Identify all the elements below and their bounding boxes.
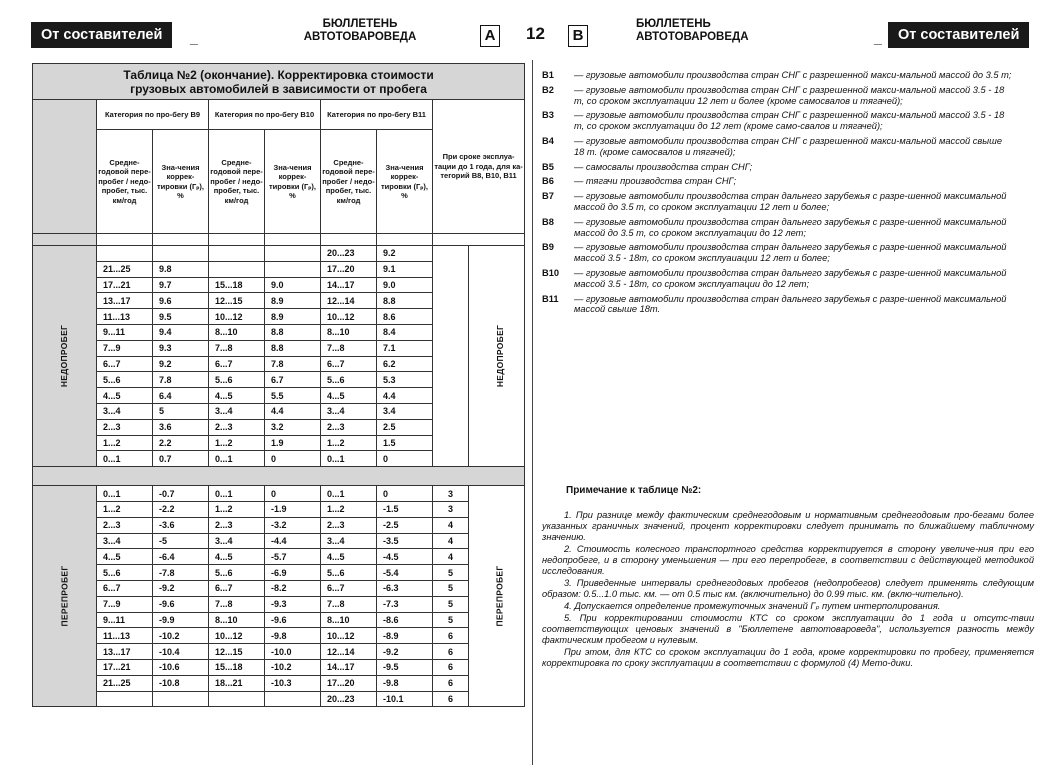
- definition-code: B2: [542, 84, 554, 95]
- table-cell: -10.3: [265, 675, 321, 691]
- section-divider: [33, 467, 525, 486]
- underrun-row: [33, 246, 525, 262]
- header-right-title-line2: АВТОТОВАРОВЕДА: [636, 31, 749, 43]
- definition-text: — грузовые автомобили производства стран дальнего зарубежья с разре-шенной максимальной массой до 3.5 т, со сроком эксплуатации до 12 лет;: [574, 216, 1007, 238]
- page-number: 12: [526, 24, 545, 43]
- table-cell: -9.8: [265, 628, 321, 644]
- table-cell: [209, 261, 265, 277]
- overrun-row: [33, 644, 525, 660]
- table-cell: 7...8: [321, 340, 377, 356]
- table-cell: -6.4: [153, 549, 209, 565]
- table-cell: -3.5: [377, 533, 433, 549]
- table-cell: -10.2: [265, 659, 321, 675]
- overrun-side-text-right: ПЕРЕПРОБЕГ: [494, 565, 505, 627]
- definition-item: [542, 242, 1012, 264]
- first-year-cell: 6: [433, 691, 469, 707]
- table-cell: 5...6: [209, 565, 265, 581]
- table-cell: 7...8: [321, 596, 377, 612]
- table-cell: 18...21: [209, 675, 265, 691]
- divider-cell: [33, 467, 525, 486]
- definition-code: B11: [542, 293, 559, 304]
- table-cell: 4...5: [321, 549, 377, 565]
- table-cell: 8...10: [321, 612, 377, 628]
- table-cell: 17...21: [97, 277, 153, 293]
- definition-item: [542, 136, 1012, 158]
- first-year-cell: 6: [433, 675, 469, 691]
- table-cell: 10...12: [321, 309, 377, 325]
- table-cell: 5...6: [321, 372, 377, 388]
- table-cell: [97, 234, 153, 246]
- table-cell: [209, 691, 265, 707]
- table-cell: -0.7: [153, 486, 209, 502]
- table-cell: 14...17: [321, 277, 377, 293]
- definition-code: B4: [542, 135, 554, 146]
- table-cell: 20...23: [321, 246, 377, 262]
- category-b10-header: Категория по про-бегу B10: [209, 100, 321, 130]
- b11-mileage-header: Средне-годовой пере-пробег / недо-пробег, тыс. км/год: [321, 130, 377, 234]
- table-cell: 12...15: [209, 293, 265, 309]
- table-cell: -3.6: [153, 517, 209, 533]
- table-cell: -9.8: [377, 675, 433, 691]
- table-cell: 2...3: [209, 517, 265, 533]
- table-cell: -9.6: [153, 596, 209, 612]
- b11-coef-header: Зна-чения коррек-тировки (Гₚ), %: [377, 130, 433, 234]
- definition-text: — грузовые автомобили производства стран дальнего зарубежья с разре-шенной максимальной массой 3.5 - 18т, со сроком эксплуаиации 12 лет и более;: [574, 242, 1007, 264]
- category-definitions: [542, 70, 1012, 319]
- definition-item: [542, 110, 1012, 132]
- mileage-correction-table: [32, 63, 525, 707]
- table-cell: [265, 234, 321, 246]
- column-divider: [532, 60, 533, 765]
- underrun-side-text-right: НЕДОПРОБЕГ: [495, 324, 506, 388]
- table-cell: 9.3: [153, 340, 209, 356]
- table-cell: 9.2: [153, 356, 209, 372]
- category-b9-header: Категория по про-бегу B9: [97, 100, 209, 130]
- table-cell: 17...20: [321, 675, 377, 691]
- table-cell: 6...7: [321, 580, 377, 596]
- table-cell: 2...3: [97, 419, 153, 435]
- table-cell: -10.0: [265, 644, 321, 660]
- table-cell: 7...9: [97, 596, 153, 612]
- table-cell: 0...1: [97, 486, 153, 502]
- table-cell: 9.7: [153, 277, 209, 293]
- first-year-cell: 5: [433, 565, 469, 581]
- table-cell: [209, 246, 265, 262]
- overrun-side-text: ПЕРЕПРОБЕГ: [59, 565, 70, 627]
- table-caption-line1: Таблица №2 (окончание). Корректировка стоимости: [123, 67, 434, 82]
- overrun-row: [33, 533, 525, 549]
- overrun-side-label: [33, 486, 97, 707]
- table-cell: 13...17: [97, 644, 153, 660]
- table-cell: 8.9: [265, 293, 321, 309]
- table-cell: 6.2: [377, 356, 433, 372]
- table-cell: 4...5: [321, 388, 377, 404]
- table-cell: 4.4: [265, 403, 321, 419]
- overrun-row: [33, 596, 525, 612]
- table-cell: [153, 246, 209, 262]
- header-left-label: От составителей: [31, 22, 172, 48]
- table-cell: 13...17: [97, 293, 153, 309]
- table-cell: 9.4: [153, 324, 209, 340]
- table-cell: [97, 691, 153, 707]
- table-cell: 8...10: [209, 612, 265, 628]
- table-cell: 0: [377, 451, 433, 467]
- table-cell: 3...4: [97, 403, 153, 419]
- underrun-side-label-right: [469, 246, 525, 467]
- table-cell: 5...6: [321, 565, 377, 581]
- table-cell: -3.2: [265, 517, 321, 533]
- first-year-cell: 5: [433, 596, 469, 612]
- table-cell: 3.4: [377, 403, 433, 419]
- first-year-cell: 6: [433, 644, 469, 660]
- table-cell: 2.5: [377, 419, 433, 435]
- table-cell: 6.4: [153, 388, 209, 404]
- table-cell: 8.4: [377, 324, 433, 340]
- table-cell: 3...4: [209, 403, 265, 419]
- table-cell: 0...1: [321, 451, 377, 467]
- table-cell: 6...7: [209, 580, 265, 596]
- header-corner: [33, 100, 97, 234]
- first-year-header: При сроке эксплуа-тации до 1 года, для ка-тегорий B8, B10, B11: [433, 100, 525, 234]
- table-cell: 17...21: [97, 659, 153, 675]
- table-cell: -1.5: [377, 501, 433, 517]
- definition-code: B8: [542, 216, 554, 227]
- header-left-title-line2: АВТОТОВАРОВЕДА: [303, 31, 417, 43]
- definition-item: [542, 294, 1012, 316]
- table-cell: 15...18: [209, 277, 265, 293]
- table-cell: 1...2: [321, 501, 377, 517]
- table-cell: 6...7: [97, 580, 153, 596]
- table-cell: 9.6: [153, 293, 209, 309]
- table-cell: 1...2: [97, 501, 153, 517]
- table-cell: 8.6: [377, 309, 433, 325]
- overrun-row: [33, 612, 525, 628]
- table-cell: [377, 234, 433, 246]
- table-cell: -9.2: [377, 644, 433, 660]
- first-year-cell: 5: [433, 580, 469, 596]
- definition-item: [542, 191, 1012, 213]
- overrun-row: [33, 501, 525, 517]
- table-cell: 15...18: [209, 659, 265, 675]
- table-cell: 5.5: [265, 388, 321, 404]
- table-cell: 0: [265, 486, 321, 502]
- overrun-row: [33, 691, 525, 707]
- definition-code: B5: [542, 161, 554, 172]
- table-cell: 3...4: [321, 533, 377, 549]
- table-cell: 9.8: [153, 261, 209, 277]
- b10-coef-header: Зна-чения коррек-тировки (Гₚ), %: [265, 130, 321, 234]
- first-year-cell: 6: [433, 628, 469, 644]
- table-cell: 9...11: [97, 324, 153, 340]
- table-cell: 7.8: [265, 356, 321, 372]
- table-cell: 8.8: [265, 324, 321, 340]
- note-paragraph: При этом, для КТС со сроком эксплуатации до 1 года, кроме корректировки по пробегу, применяется корректировка по сроку эксплуатации в соответствии с формулой (4) Мето-дики.: [542, 647, 1034, 668]
- table-cell: -8.2: [265, 580, 321, 596]
- category-b11-header: Категория по про-бегу B11: [321, 100, 433, 130]
- table-cell: 9...11: [97, 612, 153, 628]
- definition-item: [542, 176, 1012, 187]
- table-cell: 3...4: [321, 403, 377, 419]
- page-letter-a: A: [480, 25, 500, 47]
- first-year-cell: [433, 246, 469, 467]
- table-cell: 14...17: [321, 659, 377, 675]
- first-year-cell: 6: [433, 659, 469, 675]
- definition-text: — грузовые автомобили производства стран СНГ с разрешенной макси-мальной массой 3.5 - 18 т, со сроком эксплуатации 12 лет и более (кроме самосвалов и тягачей);: [574, 84, 1005, 106]
- overrun-row: [33, 675, 525, 691]
- table-cell: 1...2: [97, 435, 153, 451]
- table-cell: 5.3: [377, 372, 433, 388]
- page-letter-b: B: [568, 25, 588, 47]
- table-cell: [209, 234, 265, 246]
- first-year-cell: 4: [433, 533, 469, 549]
- table-cell: 6...7: [209, 356, 265, 372]
- table-cell: 7...9: [97, 340, 153, 356]
- table-cell: 7...8: [209, 340, 265, 356]
- table-cell: 5...6: [97, 372, 153, 388]
- table-cell: 21...25: [97, 261, 153, 277]
- header-left-title: [300, 18, 420, 44]
- table-cell: 7.8: [153, 372, 209, 388]
- definition-item: [542, 268, 1012, 290]
- table-cell: -7.8: [153, 565, 209, 581]
- b9-coef-header: Зна-чения коррек-тировки (Гₚ), %: [153, 130, 209, 234]
- table-cell: 5: [153, 403, 209, 419]
- table-cell: -10.1: [377, 691, 433, 707]
- table-cell: -5: [153, 533, 209, 549]
- table-cell: 2...3: [209, 419, 265, 435]
- table-cell: 10...12: [321, 628, 377, 644]
- table-cell: 1...2: [209, 435, 265, 451]
- table-cell: 0...1: [321, 486, 377, 502]
- table-cell: 4...5: [209, 388, 265, 404]
- table-caption-line2: грузовых автомобилей в зависимости от пробега: [130, 81, 427, 96]
- table-cell: 7.1: [377, 340, 433, 356]
- definition-code: B3: [542, 110, 554, 121]
- overrun-row: [33, 565, 525, 581]
- table-cell: 8...10: [209, 324, 265, 340]
- table-cell: 12...14: [321, 644, 377, 660]
- table-cell: 6...7: [97, 356, 153, 372]
- definition-item: [542, 85, 1012, 107]
- table-cell: 1.5: [377, 435, 433, 451]
- definition-code: B9: [542, 242, 554, 253]
- table-cell: 4...5: [97, 549, 153, 565]
- overrun-row: [33, 517, 525, 533]
- table-cell: -1.9: [265, 501, 321, 517]
- first-year-cell: 3: [433, 486, 469, 502]
- notes-title: Примечание к таблице №2:: [566, 485, 702, 496]
- definition-text: — грузовые автомобили производства стран СНГ с разрешенной макси-мальной массой свыше 18 т. (кроме самосвалов и тягачей);: [574, 135, 1003, 157]
- table-cell: -9.6: [265, 612, 321, 628]
- table-cell: [433, 234, 525, 246]
- table-cell: 9.5: [153, 309, 209, 325]
- definition-text: — грузовые автомобили производства стран дальнего зарубежья с разре-шенной максимальной массой свыше 18т.: [574, 293, 1007, 315]
- table-cell: [265, 691, 321, 707]
- table-cell: 0.7: [153, 451, 209, 467]
- table-cell: 3...4: [97, 533, 153, 549]
- table-cell: 9.2: [377, 246, 433, 262]
- table-cell: [265, 261, 321, 277]
- table-cell: 5...6: [209, 372, 265, 388]
- table-cell: -4.4: [265, 533, 321, 549]
- definition-text: — грузовые автомобили производства стран СНГ с разрешенной макси-мальной массой 3.5 - 18 т, со сроком эксплуатации до 12 лет (кроме само-свалов и тягачей);: [574, 110, 1005, 132]
- table-cell: 4...5: [209, 549, 265, 565]
- table-cell: [153, 691, 209, 707]
- overrun-row: [33, 549, 525, 565]
- header-right-title-line1: БЮЛЛЕТЕНЬ: [636, 18, 711, 30]
- definition-code: B1: [542, 70, 554, 80]
- table-cell: 4.4: [377, 388, 433, 404]
- table-cell: 4...5: [97, 388, 153, 404]
- definition-text: — грузовые автомобили производства стран дальнего зарубежья с разре-шенной максимальной массой 3.5 - 18т, со сроком эксплуатации до 12 лет;: [574, 267, 1007, 289]
- table-cell: 0...1: [209, 486, 265, 502]
- definition-code: B7: [542, 191, 554, 202]
- table-cell: 0: [265, 451, 321, 467]
- table-cell: 2.2: [153, 435, 209, 451]
- first-year-cell: 5: [433, 612, 469, 628]
- table-cell: [153, 234, 209, 246]
- table-cell: 0: [377, 486, 433, 502]
- overrun-row: [33, 628, 525, 644]
- table-cell: -10.4: [153, 644, 209, 660]
- table-cell: 10...12: [209, 309, 265, 325]
- definition-text: — грузовые автомобили производства стран дальнего зарубежья с разре-шенной максимальной массой до 3.5 т, со сроком эксплуатации 12 лет и более;: [574, 191, 1007, 212]
- table-cell: -2.5: [377, 517, 433, 533]
- table-cell: -2.2: [153, 501, 209, 517]
- table-cell: -9.3: [265, 596, 321, 612]
- table-cell: 9.1: [377, 261, 433, 277]
- note-paragraph: 3. Приведенные интервалы среднегодовых пробегов (недопробегов) следует применять следующим образом: 0.5...1.0 тыс. км. — от 0.5 тыс км. (включительно) до 0.99 тыс. км. (вклю-чительно).: [542, 578, 1034, 599]
- definition-text: — самосвалы производства стран СНГ;: [574, 161, 753, 172]
- header-right-dash: _: [874, 30, 882, 46]
- overrun-row: [33, 580, 525, 596]
- underrun-side-label: [33, 246, 97, 467]
- table-cell: -7.3: [377, 596, 433, 612]
- definition-code: B10: [542, 267, 560, 278]
- definition-text: — тягачи производства стран СНГ;: [574, 176, 737, 187]
- table-cell: -5.4: [377, 565, 433, 581]
- header-left-title-line1: БЮЛЛЕТЕНЬ: [322, 18, 398, 30]
- table-cell: -4.5: [377, 549, 433, 565]
- table-cell: -9.5: [377, 659, 433, 675]
- table-cell: -10.6: [153, 659, 209, 675]
- table-cell: 0...1: [209, 451, 265, 467]
- table-cell: 12...14: [321, 293, 377, 309]
- table-cell: 8...10: [321, 324, 377, 340]
- table-cell: 20...23: [321, 691, 377, 707]
- table-cell: 5...6: [97, 565, 153, 581]
- table-cell: [321, 234, 377, 246]
- first-year-cell: 3: [433, 501, 469, 517]
- overrun-side-label-right: [469, 486, 525, 707]
- note-paragraph: 1. При разнице между фактическим среднегодовым и нормативным среднегодовым про-бегами более указанных граничных значений, процент корректировки следует принимать по ближайшему табличному значению.: [542, 510, 1034, 542]
- table-cell: 6...7: [321, 356, 377, 372]
- table-cell: 3.6: [153, 419, 209, 435]
- side-cell: [33, 234, 97, 246]
- header-right-label: От составителей: [888, 22, 1029, 48]
- b9-mileage-header: Средне-годовой пере-пробег / недо-пробег, тыс. км/год: [97, 130, 153, 234]
- table-cell: 11...13: [97, 309, 153, 325]
- table-cell: -8.6: [377, 612, 433, 628]
- table-notes: [542, 485, 1034, 670]
- table-cell: 9.0: [265, 277, 321, 293]
- table-cell: 17...20: [321, 261, 377, 277]
- table-cell: [97, 246, 153, 262]
- header-left-dash: _: [190, 30, 198, 46]
- table-cell: 12...15: [209, 644, 265, 660]
- underrun-side-text: НЕДОПРОБЕГ: [59, 324, 70, 388]
- table-cell: 1...2: [209, 501, 265, 517]
- table-cell: 2...3: [97, 517, 153, 533]
- table-cell: -5.7: [265, 549, 321, 565]
- table-cell: 8.8: [265, 340, 321, 356]
- b10-mileage-header: Средне-годовой пере-пробег / недо-пробег, тыс. км/год: [209, 130, 265, 234]
- overrun-row: [33, 659, 525, 675]
- notes-body: [542, 510, 1034, 669]
- definition-text: — грузовые автомобили производства стран СНГ с разрешенной макси-мальной массой до 3.5 т;: [574, 70, 1012, 80]
- first-year-cell: 4: [433, 549, 469, 565]
- table-cell: 9.0: [377, 277, 433, 293]
- table-cell: -6.9: [265, 565, 321, 581]
- table-cell: -9.9: [153, 612, 209, 628]
- table-cell: 3...4: [209, 533, 265, 549]
- definition-item: [542, 162, 1012, 173]
- table-cell: -8.9: [377, 628, 433, 644]
- table-cell: -9.2: [153, 580, 209, 596]
- table-caption: [33, 64, 525, 100]
- spacer-row: [33, 234, 525, 246]
- header-right-title: [636, 18, 749, 44]
- note-paragraph: 4. Допускается определение промежуточных значений Гₚ путем интерполирования.: [564, 601, 941, 611]
- table-cell: 21...25: [97, 675, 153, 691]
- table-cell: 1...2: [321, 435, 377, 451]
- definition-code: B6: [542, 176, 554, 187]
- table-cell: -10.2: [153, 628, 209, 644]
- table-cell: 2...3: [321, 517, 377, 533]
- table-cell: 10...12: [209, 628, 265, 644]
- table-cell: -6.3: [377, 580, 433, 596]
- table-cell: 1.9: [265, 435, 321, 451]
- table-cell: [265, 246, 321, 262]
- overrun-row: [33, 486, 525, 502]
- definition-item: [542, 70, 1012, 81]
- table-cell: 7...8: [209, 596, 265, 612]
- first-year-cell: 4: [433, 517, 469, 533]
- table-cell: 8.9: [265, 309, 321, 325]
- table-cell: 6.7: [265, 372, 321, 388]
- note-paragraph: 2. Стоимость колесного транспортного средства корректируется в сторону увеличе-ния при его недопробеге, и в сторону уменьшения — при его перепробеге, в соответствии с действующей методикой исследования.: [542, 544, 1034, 576]
- table-cell: 0...1: [97, 451, 153, 467]
- table-cell: 8.8: [377, 293, 433, 309]
- table-cell: 2...3: [321, 419, 377, 435]
- table-cell: 11...13: [97, 628, 153, 644]
- definition-item: [542, 217, 1012, 239]
- table-cell: -10.8: [153, 675, 209, 691]
- table-cell: 3.2: [265, 419, 321, 435]
- note-paragraph: 5. При корректировании стоимости КТС со сроком эксплуатации до 1 года и отсутс-твии соответствующих ценовых значений в "Бюллетене автотовароведа", используется разность между фактическим пробегом и нулевым.: [542, 613, 1034, 645]
